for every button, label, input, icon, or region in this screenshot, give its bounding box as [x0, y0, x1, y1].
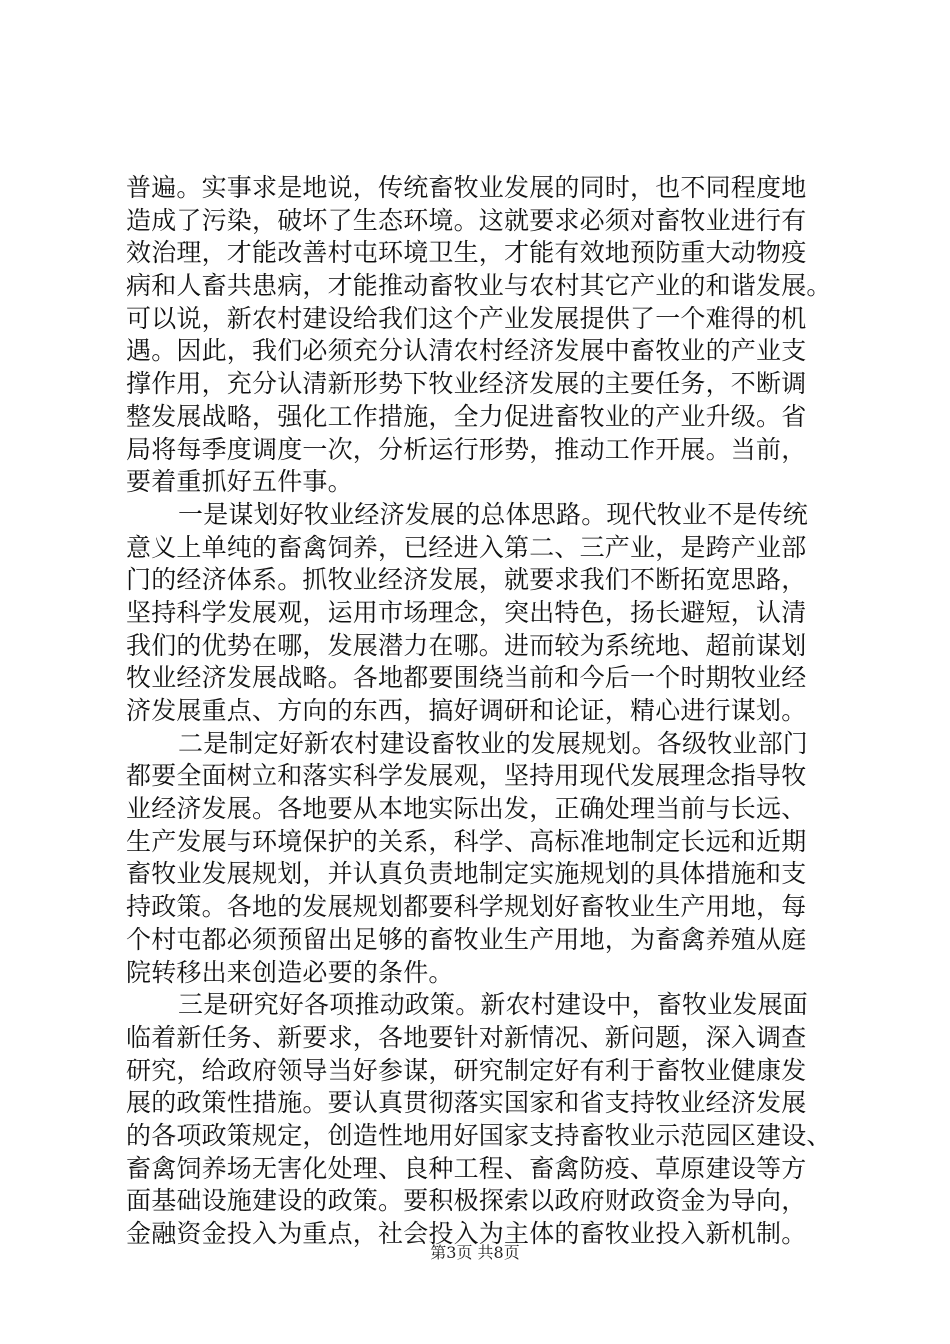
- paragraph: [126, 499, 846, 728]
- text-line: 门的经济体系。抓牧业经济发展，就要求我们不断拓宽思路，: [126, 565, 807, 595]
- text-line: 二是制定好新农村建设畜牧业的发展规划。各级牧业部门: [178, 728, 809, 758]
- text-line: 展的政策性措施。要认真贯彻落实国家和省支持牧业经济发展: [126, 1088, 807, 1118]
- text-line: 生产发展与环境保护的关系，科学、高标准地制定长远和近期: [126, 826, 807, 856]
- text-line: 个村屯都必须预留出足够的畜牧业生产用地，为畜禽养殖从庭: [126, 924, 807, 954]
- paragraph: [126, 728, 846, 990]
- text-line: 院转移出来创造必要的条件。: [126, 957, 454, 987]
- text-line: 业经济发展。各地要从本地实际出发，正确处理当前与长远、: [126, 794, 807, 824]
- text-line: 整发展战略，强化工作措施，全力促进畜牧业的产业升级。省: [126, 401, 807, 431]
- page-footer: 第3页 共8页: [430, 1243, 520, 1262]
- document-body: [126, 172, 846, 1251]
- text-line: 局将每季度调度一次，分析运行形势，推动工作开展。当前，: [126, 434, 807, 464]
- text-line: 撑作用，充分认清新形势下牧业经济发展的主要任务，不断调: [126, 369, 807, 399]
- text-line: 的各项政策规定，创造性地用好国家支持畜牧业示范园区建设、: [126, 1120, 832, 1150]
- text-line: 金融资金投入为重点，社会投入为主体的畜牧业投入新机制。: [126, 1219, 807, 1248]
- text-line: 病和人畜共患病，才能推动畜牧业与农村其它产业的和谐发展。: [126, 271, 832, 301]
- text-line: 济发展重点、方向的东西，搞好调研和论证，精心进行谋划。: [126, 696, 807, 725]
- text-line: 研究，给政府领导当好参谋，研究制定好有利于畜牧业健康发: [126, 1055, 807, 1085]
- text-line: 一是谋划好牧业经济发展的总体思路。现代牧业不是传统: [178, 499, 809, 529]
- text-line: 面基础设施建设的政策。要积极探索以政府财政资金为导向，: [126, 1186, 807, 1216]
- text-line: 遇。因此，我们必须充分认清农村经济发展中畜牧业的产业支: [126, 336, 807, 366]
- text-line: 要着重抓好五件事。: [126, 467, 353, 497]
- paragraph: [126, 172, 846, 499]
- text-line: 三是研究好各项推动政策。新农村建设中，畜牧业发展面: [178, 990, 809, 1020]
- text-line: 效治理，才能改善村屯环境卫生，才能有效地预防重大动物疫: [126, 238, 807, 268]
- text-line: 坚持科学发展观，运用市场理念，突出特色，扬长避短，认清: [126, 597, 807, 627]
- text-line: 牧业经济发展战略。各地都要围绕当前和今后一个时期牧业经: [126, 663, 807, 693]
- text-line: 普遍。实事求是地说，传统畜牧业发展的同时，也不同程度地: [126, 173, 807, 202]
- text-line: 临着新任务、新要求，各地要针对新情况、新问题，深入调查: [126, 1022, 807, 1052]
- text-line: 畜禽饲养场无害化处理、良种工程、畜禽防疫、草原建设等方: [126, 1153, 807, 1183]
- text-line: 都要全面树立和落实科学发展观，坚持用现代发展理念指导牧: [126, 761, 807, 791]
- text-line: 持政策。各地的发展规划都要科学规划好畜牧业生产用地，每: [126, 892, 807, 922]
- text-line: 畜牧业发展规划，并认真负责地制定实施规划的具体措施和支: [126, 859, 807, 889]
- text-line: 意义上单纯的畜禽饲养，已经进入第二、三产业，是跨产业部: [126, 532, 807, 562]
- paragraph: [126, 989, 846, 1251]
- text-line: 可以说，新农村建设给我们这个产业发展提供了一个难得的机: [126, 303, 807, 333]
- text-line: 我们的优势在哪，发展潜力在哪。进而较为系统地、超前谋划: [126, 630, 807, 660]
- text-line: 造成了污染，破坏了生态环境。这就要求必须对畜牧业进行有: [126, 205, 807, 235]
